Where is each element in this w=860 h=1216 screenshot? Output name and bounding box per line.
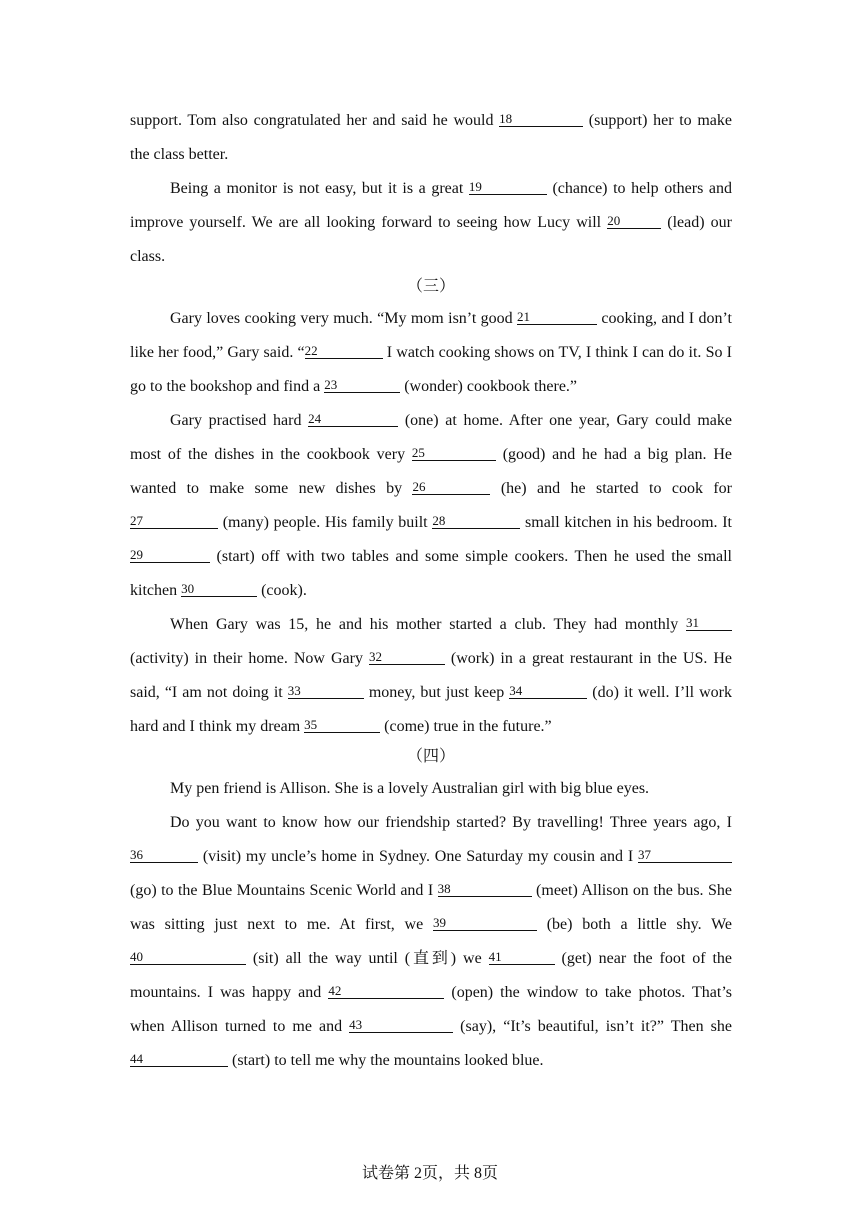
blank-21[interactable]: 21 xyxy=(517,309,597,325)
blank-30[interactable]: 30 xyxy=(181,581,257,597)
text-run: (many) people. His family built xyxy=(218,514,433,531)
blank-39[interactable]: 39 xyxy=(433,915,537,931)
text-run: Gary practised hard xyxy=(170,412,309,429)
text-run: support. Tom also congratulated her and said he would xyxy=(130,112,500,129)
text-run: (work) in a great restaurant in the US. He said, “I am not doing it xyxy=(130,650,733,701)
blank-22[interactable]: 22 xyxy=(305,343,383,359)
text-run: (meet) Allison on the bus. She was sitting just next to me. At first, we xyxy=(130,882,732,933)
blank-18[interactable]: 18 xyxy=(499,111,583,127)
paragraph xyxy=(130,302,732,404)
blank-31[interactable]: 31 xyxy=(686,615,732,631)
text-run: cooking, and I don’t like her food,” Gary said. “ xyxy=(130,310,732,361)
section-heading: （三） xyxy=(406,278,455,295)
blank-41[interactable]: 41 xyxy=(489,949,555,965)
paragraph xyxy=(130,608,732,744)
text-run: My pen friend is Allison. She is a lovely Australian girl with big blue eyes. xyxy=(170,780,650,797)
text-run: (cook). xyxy=(257,582,307,599)
blank-33[interactable]: 33 xyxy=(288,683,364,699)
blank-29[interactable]: 29 xyxy=(130,547,210,563)
text-run: (lead) our class. xyxy=(130,214,733,265)
paragraph xyxy=(130,772,732,806)
text-run: (he) and he started to cook for xyxy=(490,480,732,497)
text-run: (support) her to make the class better. xyxy=(130,112,732,163)
paragraph xyxy=(130,172,732,274)
blank-23[interactable]: 23 xyxy=(324,377,400,393)
text-run: (visit) my uncle’s home in Sydney. One Saturday my cousin and I xyxy=(198,848,638,865)
text-run: (do) it well. I’ll work hard and I think my dream xyxy=(130,684,732,735)
blank-20[interactable]: 20 xyxy=(607,213,661,229)
text-run: (start) to tell me why the mountains looked blue. xyxy=(228,1052,544,1069)
text-run: (go) to the Blue Mountains Scenic World and I xyxy=(130,882,438,899)
text-run: money, but just keep xyxy=(363,684,510,701)
text-run: I watch cooking shows on TV, I think I can do it. So I go to the bookshop and find a xyxy=(130,344,732,395)
text-run: (start) off with two tables and some simple cookers. Then he used the small kitchen xyxy=(130,548,732,599)
text-run: Do you want to know how our friendship started? By travelling! Three years ago, I xyxy=(170,814,732,831)
blank-24[interactable]: 24 xyxy=(308,411,398,427)
blank-37[interactable]: 37 xyxy=(638,847,732,863)
text-run: Being a monitor is not easy, but it is a great xyxy=(170,180,469,197)
text-run: (be) both a little shy. We xyxy=(536,916,733,933)
blank-26[interactable]: 26 xyxy=(412,479,490,495)
blank-32[interactable]: 32 xyxy=(369,649,445,665)
passage-content xyxy=(130,104,732,1078)
blank-34[interactable]: 34 xyxy=(509,683,587,699)
blank-36[interactable]: 36 xyxy=(130,847,198,863)
blank-44[interactable]: 44 xyxy=(130,1051,228,1067)
text-run: (chance) to help others and improve yourself. We are all looking forward to seeing how Lucy will xyxy=(130,180,732,231)
text-run: (come) true in the future.” xyxy=(380,718,552,735)
text-run: When Gary was 15, he and his mother started a club. They had monthly xyxy=(170,616,686,633)
blank-27[interactable]: 27 xyxy=(130,513,218,529)
blank-40[interactable]: 40 xyxy=(130,949,246,965)
paragraph xyxy=(130,806,732,1078)
blank-42[interactable]: 42 xyxy=(328,983,444,999)
text-run: (say), “It’s beautiful, isn’t it?” Then she xyxy=(453,1018,733,1035)
page-footer: 试卷第 2页，共 8页 xyxy=(361,1165,498,1182)
paragraph xyxy=(130,404,732,608)
blank-19[interactable]: 19 xyxy=(469,179,547,195)
blank-38[interactable]: 38 xyxy=(438,881,532,897)
text-run: (sit) all the way until (直到) we xyxy=(246,950,489,967)
blank-43[interactable]: 43 xyxy=(349,1017,453,1033)
text-run: (good) and he had a big plan. He wanted to make some new dishes by xyxy=(130,446,732,497)
text-run: (activity) in their home. Now Gary xyxy=(130,650,369,667)
text-run: (wonder) cookbook there.” xyxy=(400,378,578,395)
blank-25[interactable]: 25 xyxy=(412,445,496,461)
blank-28[interactable]: 28 xyxy=(432,513,520,529)
text-run: (get) near the foot of the mountains. I was happy and xyxy=(130,950,732,1001)
paragraph xyxy=(130,104,732,172)
text-run: (one) at home. After one year, Gary could make most of the dishes in the cookbook very xyxy=(130,412,732,463)
text-run: small kitchen in his bedroom. It xyxy=(520,514,732,531)
blank-35[interactable]: 35 xyxy=(304,717,380,733)
text-run: (open) the window to take photos. That’s when Allison turned to me and xyxy=(130,984,733,1035)
text-run: Gary loves cooking very much. “My mom isn’t good xyxy=(170,310,518,327)
section-heading: （四） xyxy=(406,748,455,765)
